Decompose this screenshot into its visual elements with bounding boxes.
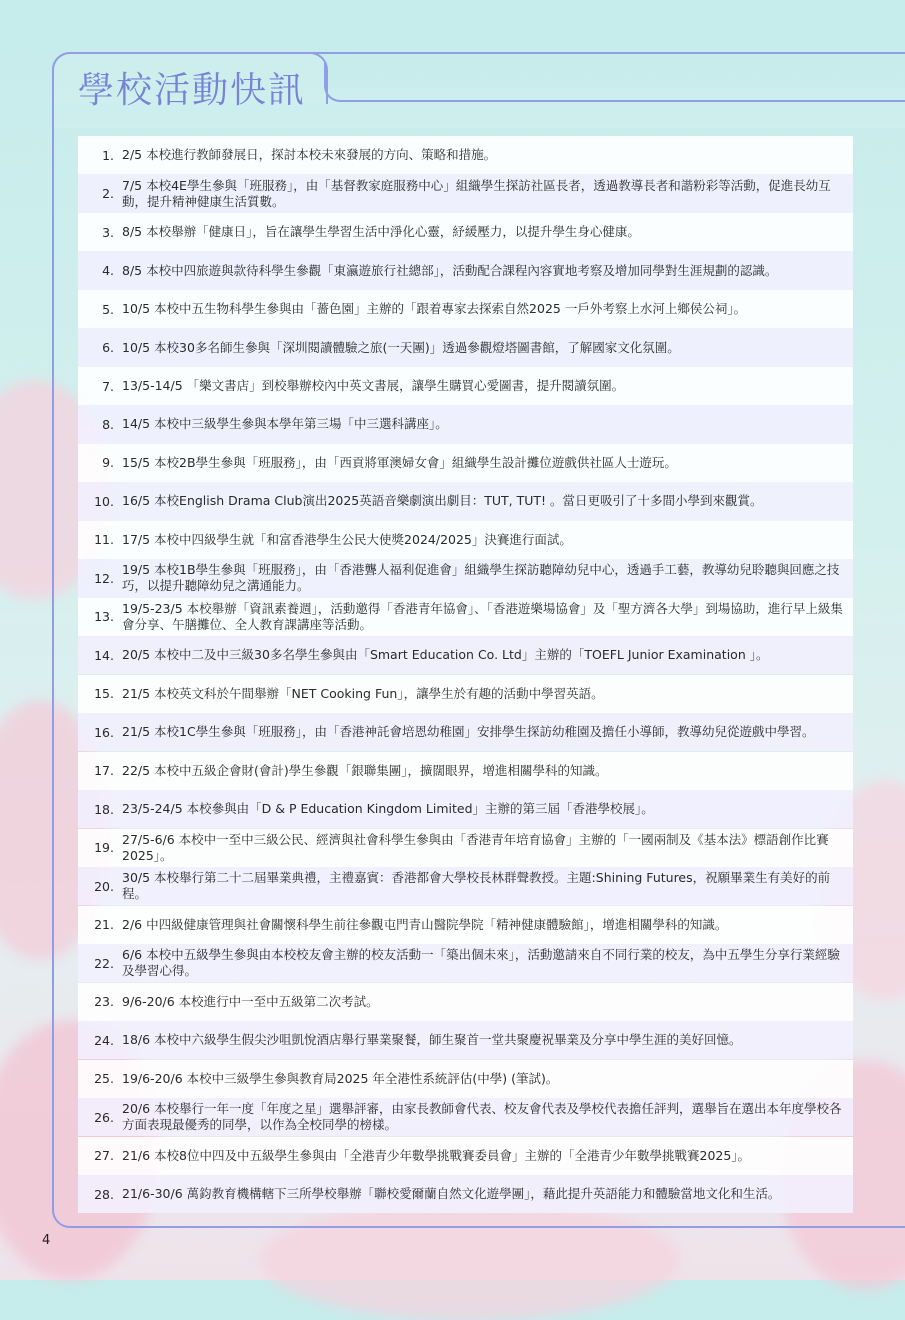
item-text: 21/6 本校8位中四及中五級學生參與由「全港青少年數學挑戰賽委員會」主辦的「全港青少年數學挑戰賽2025」。 bbox=[122, 1147, 751, 1163]
item-number: 8. bbox=[102, 416, 114, 432]
list-item bbox=[78, 1060, 853, 1098]
item-number: 26. bbox=[94, 1109, 114, 1125]
list-item bbox=[78, 598, 853, 636]
item-text: 30/5 本校舉行第二十二屆畢業典禮，主禮嘉賓：香港都會大學校長林群聲教授。主題:Shining Futures，祝願畢業生有美好的前程。 bbox=[122, 870, 831, 902]
page-title: 學校活動快訊 bbox=[78, 70, 307, 111]
list-item bbox=[78, 906, 853, 944]
item-number: 17. bbox=[94, 763, 114, 779]
item-text: 6/6 本校中五級學生參與由本校校友會主辦的校友活動一「築出個未來」，活動邀請來自不同行業的校友，為中五學生分享行業經驗及學習心得。 bbox=[122, 947, 840, 979]
title-rule bbox=[340, 100, 905, 102]
list-item bbox=[78, 752, 853, 790]
page-number: 4 bbox=[42, 1233, 51, 1248]
item-number: 13. bbox=[94, 609, 114, 625]
item-number: 28. bbox=[94, 1186, 114, 1202]
item-number: 7. bbox=[102, 378, 114, 394]
item-text: 18/6 本校中六級學生假尖沙咀凱悅酒店舉行畢業聚餐，師生聚首一堂共聚慶祝畢業及分享中學生涯的美好回憶。 bbox=[122, 1032, 742, 1048]
list-item bbox=[78, 1175, 853, 1213]
list-item bbox=[78, 213, 853, 251]
item-text: 10/5 本校中五生物科學生參與由「薔色園」主辦的「跟着專家去探索自然2025 一戶外考察上水河上鄉侯公祠」。 bbox=[122, 301, 747, 317]
item-number: 9. bbox=[102, 455, 114, 471]
item-number: 22. bbox=[94, 955, 114, 971]
item-text: 21/6-30/6 萬鈞教育機構轄下三所學校舉辦「聯校愛爾蘭自然文化遊學團」，藉此提升英語能力和體驗當地文化和生活。 bbox=[122, 1186, 781, 1202]
item-text: 27/5-6/6 本校中一至中三級公民、經濟與社會科學生參與由「香港青年培育協會」主辦的「一國兩制及《基本法》標語創作比賽2025」。 bbox=[122, 831, 829, 863]
list-item bbox=[78, 559, 853, 597]
list-item bbox=[78, 867, 853, 905]
item-number: 14. bbox=[94, 647, 114, 663]
item-text: 13/5-14/5 「樂文書店」到校舉辦校內中英文書展，讓學生購買心愛圖書，提升閱讀氛圍。 bbox=[122, 378, 625, 393]
item-number: 5. bbox=[102, 301, 114, 317]
title-tab-curve bbox=[324, 62, 344, 102]
item-number: 27. bbox=[94, 1148, 114, 1164]
list-item bbox=[78, 444, 853, 482]
item-number: 20. bbox=[94, 878, 114, 894]
list-item bbox=[78, 328, 853, 366]
item-number: 21. bbox=[94, 917, 114, 933]
item-text: 15/5 本校2B學生參與「班服務」，由「西貢將軍澳婦女會」組織學生設計攤位遊戲供社區人士遊玩。 bbox=[122, 454, 677, 470]
item-number: 3. bbox=[102, 224, 114, 240]
item-number: 4. bbox=[102, 263, 114, 279]
item-number: 24. bbox=[94, 1032, 114, 1048]
list-item bbox=[78, 983, 853, 1021]
item-number: 2. bbox=[102, 186, 114, 202]
item-text: 22/5 本校中五級企會財(會計)學生參觀「銀聯集團」，擴闊眼界，增進相關學科的知識。 bbox=[122, 762, 608, 778]
item-text: 20/5 本校中二及中三級30多名學生參與由「Smart Education Co. Ltd」主辦的「TOEFL Junior Examination 」。 bbox=[122, 647, 769, 663]
item-number: 1. bbox=[102, 147, 114, 163]
list-item bbox=[78, 251, 853, 289]
item-number: 15. bbox=[94, 686, 114, 702]
list-item bbox=[78, 829, 853, 867]
item-text: 8/5 本校中四旅遊與款待科學生參觀「東瀛遊旅行社總部」，活動配合課程內容實地考察及增加同學對生涯規劃的認識。 bbox=[122, 262, 778, 278]
item-text: 17/5 本校中四級學生就「和富香港學生公民大使獎2024/2025」決賽進行面試。 bbox=[122, 531, 572, 547]
item-text: 7/5 本校4E學生參與「班服務」，由「基督教家庭服務中心」組織學生探訪社區長者，透過教導長者和諧粉彩等活動，促進長幼互動，提升精神健康生活質數。 bbox=[122, 177, 831, 209]
item-text: 19/5-23/5 本校舉辦「資訊素養週」，活動邀得「香港青年協會」、「香港遊樂場協會」及「聖方濟各大學」到場協助，進行早上級集會分享、午膳攤位、全人教育課講座等活動。 bbox=[122, 600, 843, 632]
list-item bbox=[78, 1137, 853, 1175]
item-number: 25. bbox=[94, 1071, 114, 1087]
list-item bbox=[78, 521, 853, 559]
list-item bbox=[78, 1021, 853, 1059]
list-item bbox=[78, 290, 853, 328]
list-item bbox=[78, 482, 853, 520]
item-text: 2/5 本校進行教師發展日，探討本校未來發展的方向、策略和措施。 bbox=[122, 147, 497, 163]
item-text: 20/6 本校舉行一年一度「年度之星」選舉評審，由家長教師會代表、校友會代表及學校代表擔任評判，選舉旨在選出本年度學校各方面表現最優秀的同學，以作為全校同學的榜樣。 bbox=[122, 1101, 842, 1133]
list-item bbox=[78, 636, 853, 674]
item-number: 23. bbox=[94, 994, 114, 1010]
item-number: 16. bbox=[94, 724, 114, 740]
list-item bbox=[78, 1098, 853, 1136]
item-text: 8/5 本校舉辦「健康日」，旨在讓學生學習生活中淨化心靈，紓緩壓力，以提升學生身心健康。 bbox=[122, 224, 640, 240]
item-text: 2/6 中四級健康管理與社會關懷科學生前往參觀屯門青山醫院學院「精神健康體驗館」，增進相關學科的知識。 bbox=[122, 916, 728, 932]
list-item bbox=[78, 713, 853, 751]
item-text: 9/6-20/6 本校進行中一至中五級第二次考試。 bbox=[122, 993, 379, 1009]
activity-list bbox=[78, 136, 853, 1214]
item-text: 14/5 本校中三級學生參與本學年第三場「中三選科講座」。 bbox=[122, 416, 448, 432]
list-item bbox=[78, 174, 853, 212]
item-number: 11. bbox=[94, 532, 114, 548]
item-number: 18. bbox=[94, 801, 114, 817]
list-item bbox=[78, 790, 853, 828]
list-item bbox=[78, 675, 853, 713]
item-text: 23/5-24/5 本校參與由「D & P Education Kingdom Limited」主辦的第三屆「香港學校展」。 bbox=[122, 801, 654, 817]
list-item bbox=[78, 405, 853, 443]
list-item bbox=[78, 136, 853, 174]
item-text: 19/6-20/6 本校中三級學生參與教育局2025 年全港性系統評估(中學) (筆試)。 bbox=[122, 1070, 559, 1086]
item-number: 19. bbox=[94, 840, 114, 856]
item-number: 6. bbox=[102, 340, 114, 356]
item-text: 10/5 本校30多名師生參與「深圳閱讀體驗之旅(一天團)」透過參觀燈塔圖書館，了解國家文化氛圍。 bbox=[122, 339, 680, 355]
item-text: 21/5 本校1C學生參與「班服務」，由「香港神託會培恩幼稚園」安排學生探訪幼稚園及擔任小導師，教導幼兒從遊戲中學習。 bbox=[122, 724, 815, 740]
item-text: 21/5 本校英文科於午間舉辦「NET Cooking Fun」，讓學生於有趣的活動中學習英語。 bbox=[122, 685, 604, 701]
list-item bbox=[78, 944, 853, 982]
item-number: 12. bbox=[94, 570, 114, 586]
item-text: 19/5 本校1B學生參與「班服務」，由「香港聾人福利促進會」組織學生探訪聽障幼兒中心，透過手工藝，教導幼兒聆聽與回應之技巧，以提升聽障幼兒之溝通能力。 bbox=[122, 562, 840, 594]
list-item bbox=[78, 367, 853, 405]
item-text: 16/5 本校English Drama Club演出2025英語音樂劇演出劇目：TUT, TUT! 。當日更吸引了十多間小學到來觀賞。 bbox=[122, 493, 763, 509]
item-number: 10. bbox=[94, 493, 114, 509]
